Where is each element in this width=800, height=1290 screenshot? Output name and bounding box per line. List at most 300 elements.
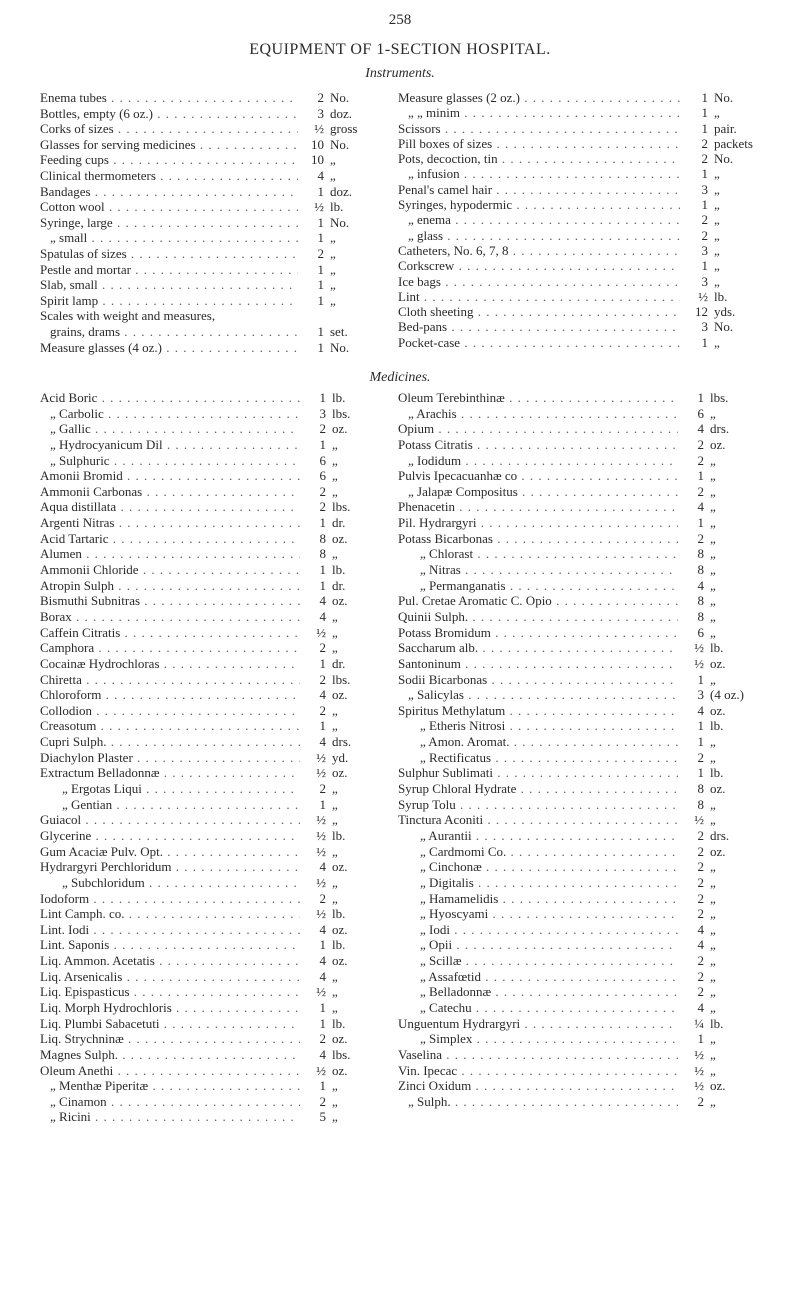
item-quantity: 2 — [697, 843, 704, 859]
item-unit: „ — [710, 593, 716, 609]
item-unit: „ — [710, 984, 716, 1000]
item-name: Tinctura Aconiti . . . — [398, 812, 678, 828]
item-unit: oz. — [332, 687, 348, 703]
item-name: Acid Boric . . . — [40, 390, 300, 406]
list-item — [40, 453, 376, 469]
list-item — [40, 262, 376, 278]
item-quantity: 4 — [319, 608, 326, 624]
item-unit: oz. — [710, 655, 726, 671]
item-unit: „ — [710, 968, 716, 984]
item-quantity: 1 — [319, 718, 326, 734]
item-name: Ice bags . . . — [398, 274, 680, 290]
instruments-left-list — [40, 90, 376, 355]
item-name: Pulvis Ipecacuanhæ co . . . — [398, 468, 678, 484]
list-item — [398, 1000, 760, 1016]
item-quantity: 1 — [697, 718, 704, 734]
item-name: Feeding cups . . . — [40, 152, 298, 168]
list-item — [398, 546, 760, 562]
item-name: Spiritus Methylatum . . . — [398, 703, 678, 719]
item-unit: „ — [714, 166, 720, 182]
item-unit: oz. — [710, 843, 726, 859]
item-name: „ Rectificatus . . . — [398, 750, 678, 766]
item-unit: No. — [330, 214, 350, 230]
item-unit: lb. — [714, 288, 728, 304]
item-unit: „ — [714, 258, 720, 274]
item-name: „ Arachis . . . — [398, 406, 678, 422]
item-unit: No. — [714, 90, 734, 105]
list-item — [40, 246, 376, 262]
list-item — [40, 324, 376, 340]
item-unit: lb. — [710, 1015, 724, 1031]
item-quantity: ½ — [314, 121, 324, 137]
item-name: Ammonii Carbonas . . . — [40, 484, 300, 500]
item-quantity: 1 — [701, 258, 708, 274]
item-quantity: 1 — [701, 166, 708, 182]
item-unit: oz. — [332, 859, 348, 875]
list-item — [398, 304, 760, 319]
item-unit: „ — [332, 874, 338, 890]
item-unit: „ — [330, 245, 336, 261]
item-unit: „ — [710, 405, 716, 421]
item-name: Aqua distillata . . . — [40, 499, 300, 515]
item-name: Caffein Citratis . . . — [40, 625, 300, 641]
item-quantity: 1 — [697, 468, 704, 484]
list-item — [398, 335, 760, 350]
item-quantity: 1 — [319, 1015, 326, 1031]
item-quantity: 2 — [319, 483, 326, 499]
item-name: Sodii Bicarbonas . . . — [398, 672, 678, 688]
item-unit: „ — [332, 546, 338, 562]
item-name: Camphora . . . — [40, 640, 300, 656]
item-quantity: 1 — [319, 577, 326, 593]
list-item — [40, 1016, 376, 1032]
item-quantity: 1 — [697, 390, 704, 405]
list-item — [398, 953, 760, 969]
list-item — [398, 182, 760, 197]
item-name: „ Cardmomi Co. . . . — [398, 844, 678, 860]
item-name: Slab, small . . . — [40, 277, 298, 293]
item-quantity: 4 — [697, 421, 704, 437]
item-name: „ Gentian . . . — [40, 797, 300, 813]
item-quantity: 4 — [697, 577, 704, 593]
item-quantity: ½ — [316, 749, 326, 765]
item-unit: oz. — [710, 781, 726, 797]
item-name: Ammonii Chloride . . . — [40, 562, 300, 578]
list-item — [398, 844, 760, 860]
item-quantity: 4 — [697, 702, 704, 718]
item-unit: „ — [332, 796, 338, 812]
item-unit: oz. — [710, 436, 726, 452]
item-quantity: 1 — [701, 197, 708, 213]
item-unit: No. — [330, 339, 350, 355]
item-name: Scales with weight and measures, — [40, 308, 216, 324]
item-name: „ Digitalis . . . — [398, 875, 678, 891]
item-unit: „ — [332, 436, 338, 452]
item-name: Pots, decoction, tin . . . — [398, 151, 680, 167]
item-name: „ Jalapæ Compositus . . . — [398, 484, 678, 500]
page-number: 258 — [388, 12, 412, 28]
item-quantity: 1 — [317, 339, 324, 355]
list-item — [40, 308, 376, 324]
item-name: „ Sulph. . . . — [398, 1094, 678, 1110]
item-name: Atropin Sulph . . . — [40, 578, 300, 594]
list-item — [40, 1031, 376, 1047]
item-name: Glasses for serving medicines . . . — [40, 137, 298, 153]
list-item — [398, 258, 760, 273]
item-name: Pil. Hydrargyri . . . — [398, 515, 678, 531]
item-unit: „ — [710, 1046, 716, 1062]
item-quantity: 2 — [697, 968, 704, 984]
item-unit: oz. — [332, 765, 348, 781]
item-quantity: 4 — [319, 1046, 326, 1062]
list-item — [40, 922, 376, 938]
item-name: Bismuthi Subnitras . . . — [40, 593, 300, 609]
item-quantity: 5 — [319, 1109, 326, 1125]
item-quantity: 6 — [319, 468, 326, 484]
list-item — [40, 137, 376, 153]
item-unit: „ — [710, 921, 716, 937]
item-quantity: ¼ — [694, 1015, 704, 1031]
item-quantity: 8 — [319, 530, 326, 546]
item-quantity: 1 — [701, 120, 708, 136]
list-item — [40, 499, 376, 515]
item-unit: „ — [332, 452, 338, 468]
item-quantity: 1 — [317, 323, 324, 339]
item-unit: lb. — [332, 827, 346, 843]
item-unit: lb. — [710, 640, 724, 656]
item-quantity: 2 — [319, 781, 326, 797]
item-name: Corkscrew . . . — [398, 258, 680, 274]
item-name: Syrup Chloral Hydrate . . . — [398, 781, 678, 797]
list-item — [40, 672, 376, 688]
item-name: Amonii Bromid . . . — [40, 468, 300, 484]
item-unit: „ — [332, 1109, 338, 1125]
item-unit: lb. — [332, 1015, 346, 1031]
item-unit: No. — [330, 136, 350, 152]
item-unit: lbs. — [710, 390, 729, 405]
item-name: Pul. Cretae Aromatic C. Opio . . . — [398, 593, 678, 609]
item-name: Acid Tartaric . . . — [40, 531, 300, 547]
item-quantity: ½ — [694, 640, 704, 656]
item-name: Measure glasses (2 oz.) . . . — [398, 90, 680, 106]
list-item — [40, 546, 376, 562]
item-name: „ Subchloridum . . . — [40, 875, 300, 891]
item-unit: oz. — [332, 421, 348, 437]
item-unit: „ — [332, 968, 338, 984]
list-item — [40, 406, 376, 422]
item-quantity: 2 — [319, 890, 326, 906]
item-name: „ Catechu . . . — [398, 1000, 678, 1016]
item-unit: „ — [710, 1093, 716, 1109]
list-item — [40, 421, 376, 437]
item-quantity: ½ — [694, 1078, 704, 1094]
list-item — [398, 212, 760, 227]
item-unit: dr. — [332, 515, 346, 531]
item-quantity: 4 — [319, 734, 326, 750]
item-name: Syringes, hypodermic . . . — [398, 197, 680, 213]
item-name: „ Belladonnæ . . . — [398, 984, 678, 1000]
item-unit: lb. — [332, 562, 346, 578]
item-name: „ enema . . . — [398, 212, 680, 228]
list-item — [398, 499, 760, 515]
list-item — [40, 953, 376, 969]
list-item — [398, 891, 760, 907]
item-quantity: 1 — [319, 655, 326, 671]
item-unit: „ — [710, 1062, 716, 1078]
item-name: Unguentum Hydrargyri . . . — [398, 1016, 678, 1032]
list-item — [398, 166, 760, 181]
item-quantity: 4 — [317, 167, 324, 183]
item-quantity: ½ — [316, 827, 326, 843]
item-quantity: 8 — [319, 546, 326, 562]
item-unit: oz. — [332, 530, 348, 546]
list-item — [40, 625, 376, 641]
item-name: „ Cinamon . . . — [40, 1094, 300, 1110]
item-quantity: 4 — [697, 937, 704, 953]
item-quantity: 3 — [319, 405, 326, 421]
list-item — [398, 319, 760, 334]
item-quantity: 1 — [697, 1031, 704, 1047]
list-item — [398, 1094, 760, 1110]
item-unit: dr. — [332, 655, 346, 671]
list-item — [398, 406, 760, 422]
item-quantity: 4 — [319, 687, 326, 703]
item-quantity: 2 — [319, 1093, 326, 1109]
item-name: Potass Bromidum . . . — [398, 625, 678, 641]
list-item — [40, 750, 376, 766]
item-quantity: 3 — [701, 181, 708, 197]
item-name: Chiretta . . . — [40, 672, 300, 688]
item-quantity: 1 — [701, 90, 708, 105]
item-quantity: 2 — [319, 702, 326, 718]
list-item — [398, 515, 760, 531]
item-quantity: 2 — [317, 90, 324, 105]
item-quantity: 2 — [701, 212, 708, 228]
item-quantity: 6 — [697, 624, 704, 640]
list-item — [40, 844, 376, 860]
item-name: Spirit lamp . . . — [40, 293, 298, 309]
item-quantity: 1 — [317, 261, 324, 277]
item-unit: „ — [710, 749, 716, 765]
item-name: Gum Acaciæ Pulv. Opt. . . . — [40, 844, 300, 860]
item-unit: drs. — [710, 827, 730, 843]
item-quantity: 2 — [697, 530, 704, 546]
item-name: Bed-pans . . . — [398, 319, 680, 335]
item-quantity: 2 — [317, 245, 324, 261]
item-unit: doz. — [330, 183, 353, 199]
item-name: „ Gallic . . . — [40, 421, 300, 437]
list-item — [40, 1078, 376, 1094]
item-unit: „ — [330, 230, 336, 246]
list-item — [40, 106, 376, 122]
list-item — [40, 781, 376, 797]
item-name: Zinci Oxidum . . . — [398, 1078, 678, 1094]
item-name: „ Scillæ . . . — [398, 953, 678, 969]
item-quantity: 1 — [319, 937, 326, 953]
item-quantity: 2 — [319, 671, 326, 687]
item-quantity: 1 — [319, 796, 326, 812]
item-quantity: 4 — [697, 921, 704, 937]
list-item — [398, 1078, 760, 1094]
list-item — [398, 656, 760, 672]
list-item — [40, 797, 376, 813]
item-unit: „ — [714, 181, 720, 197]
item-quantity: 2 — [697, 827, 704, 843]
item-unit: „ — [710, 452, 716, 468]
list-item — [398, 1063, 760, 1079]
item-unit: packets — [714, 135, 753, 151]
list-item — [398, 828, 760, 844]
item-name: Lint Camph. co. . . . — [40, 906, 300, 922]
list-item — [398, 453, 760, 469]
list-item — [398, 437, 760, 453]
item-unit: No. — [714, 151, 734, 167]
list-item — [398, 484, 760, 500]
item-unit: lb. — [332, 937, 346, 953]
list-item — [398, 937, 760, 953]
item-unit: oz. — [332, 1031, 348, 1047]
item-unit: „ — [332, 468, 338, 484]
list-item — [398, 718, 760, 734]
list-item — [398, 468, 760, 484]
list-item — [398, 421, 760, 437]
list-item — [40, 1063, 376, 1079]
item-unit: „ — [332, 1093, 338, 1109]
list-item — [40, 906, 376, 922]
item-quantity: 2 — [697, 874, 704, 890]
list-item — [40, 1094, 376, 1110]
item-unit: drs. — [332, 734, 352, 750]
list-item — [40, 1000, 376, 1016]
item-quantity: ½ — [316, 765, 326, 781]
item-name: Vin. Ipecac . . . — [398, 1063, 678, 1079]
item-unit: „ — [332, 984, 338, 1000]
item-name: Pill boxes of sizes . . . — [398, 136, 680, 152]
item-unit: lbs. — [332, 671, 351, 687]
list-item — [40, 515, 376, 531]
item-quantity: 10 — [311, 136, 324, 152]
item-name: grains, drams . . . — [40, 324, 298, 340]
item-quantity: 1 — [319, 1078, 326, 1094]
item-unit: „ — [714, 105, 720, 121]
item-quantity: 2 — [701, 227, 708, 243]
item-unit: „ — [710, 483, 716, 499]
item-unit: „ — [710, 671, 716, 687]
item-name: „ Nitras . . . — [398, 562, 678, 578]
item-quantity: 1 — [317, 183, 324, 199]
item-quantity: ½ — [698, 288, 708, 304]
item-name: Catheters, No. 6, 7, 8 . . . — [398, 243, 680, 259]
item-unit: oz. — [710, 1078, 726, 1094]
medicines-heading: Medicines. — [369, 370, 431, 385]
item-name: Saccharum alb. . . . — [398, 640, 678, 656]
list-item — [40, 609, 376, 625]
item-quantity: 2 — [697, 890, 704, 906]
item-name: Collodion . . . — [40, 703, 300, 719]
item-name: Magnes Sulph. . . . — [40, 1047, 300, 1063]
item-name: Bottles, empty (6 oz.) . . . — [40, 106, 298, 122]
list-item — [398, 531, 760, 547]
list-item — [40, 484, 376, 500]
list-item — [40, 1047, 376, 1063]
medicines-right-list — [398, 390, 760, 1109]
item-quantity: 4 — [319, 593, 326, 609]
item-name: Lint. Iodi . . . — [40, 922, 300, 938]
item-quantity: 3 — [697, 687, 704, 703]
item-unit: „ — [332, 702, 338, 718]
item-unit: oz. — [710, 702, 726, 718]
item-name: „ Simplex . . . — [398, 1031, 678, 1047]
item-unit: „ — [332, 781, 338, 797]
item-name: Vaselina . . . — [398, 1047, 678, 1063]
item-unit: dr. — [332, 577, 346, 593]
item-quantity: 2 — [697, 859, 704, 875]
item-unit: drs. — [710, 421, 730, 437]
item-quantity: 8 — [697, 608, 704, 624]
list-item — [40, 969, 376, 985]
list-item — [40, 875, 376, 891]
list-item — [398, 922, 760, 938]
item-name: Diachylon Plaster . . . — [40, 750, 300, 766]
list-item — [40, 578, 376, 594]
item-quantity: 1 — [317, 214, 324, 230]
item-unit: lb. — [330, 199, 344, 215]
list-item — [398, 274, 760, 289]
list-item — [398, 1016, 760, 1032]
list-item — [40, 531, 376, 547]
item-quantity: 3 — [701, 242, 708, 258]
item-unit: „ — [710, 515, 716, 531]
item-name: Glycerine . . . — [40, 828, 300, 844]
item-unit: yds. — [714, 304, 736, 320]
item-quantity: 2 — [697, 749, 704, 765]
item-quantity: 1 — [319, 390, 326, 405]
item-quantity: 2 — [697, 436, 704, 452]
item-quantity: 2 — [697, 953, 704, 969]
item-name: Cupri Sulph. . . . — [40, 734, 300, 750]
list-item — [40, 199, 376, 215]
item-unit: „ — [714, 334, 720, 350]
list-item — [40, 390, 376, 406]
item-name: „ Iodi . . . — [398, 922, 678, 938]
list-item — [398, 750, 760, 766]
item-name: „ Cinchonæ . . . — [398, 859, 678, 875]
list-item — [398, 390, 760, 406]
item-quantity: 2 — [701, 151, 708, 167]
item-unit: „ — [710, 953, 716, 969]
item-unit: „ — [710, 796, 716, 812]
item-quantity: 3 — [701, 273, 708, 289]
list-item — [40, 812, 376, 828]
list-item — [398, 703, 760, 719]
item-name: Lint . . . — [398, 289, 680, 305]
list-item — [398, 562, 760, 578]
item-name: „ Opii . . . — [398, 937, 678, 953]
item-unit: „ — [330, 152, 336, 168]
item-name: Penal's camel hair . . . — [398, 182, 680, 198]
item-quantity: 4 — [319, 859, 326, 875]
item-unit: „ — [714, 212, 720, 228]
item-name: Oleum Terebinthinæ . . . — [398, 390, 678, 406]
item-name: „ Carbolic . . . — [40, 406, 300, 422]
item-name: Liq. Ammon. Acetatis . . . — [40, 953, 300, 969]
item-unit: „ — [332, 483, 338, 499]
item-quantity: 2 — [697, 483, 704, 499]
item-name: „ Hyoscyami . . . — [398, 906, 678, 922]
list-item — [40, 718, 376, 734]
item-quantity: 1 — [701, 334, 708, 350]
item-quantity: 8 — [697, 781, 704, 797]
